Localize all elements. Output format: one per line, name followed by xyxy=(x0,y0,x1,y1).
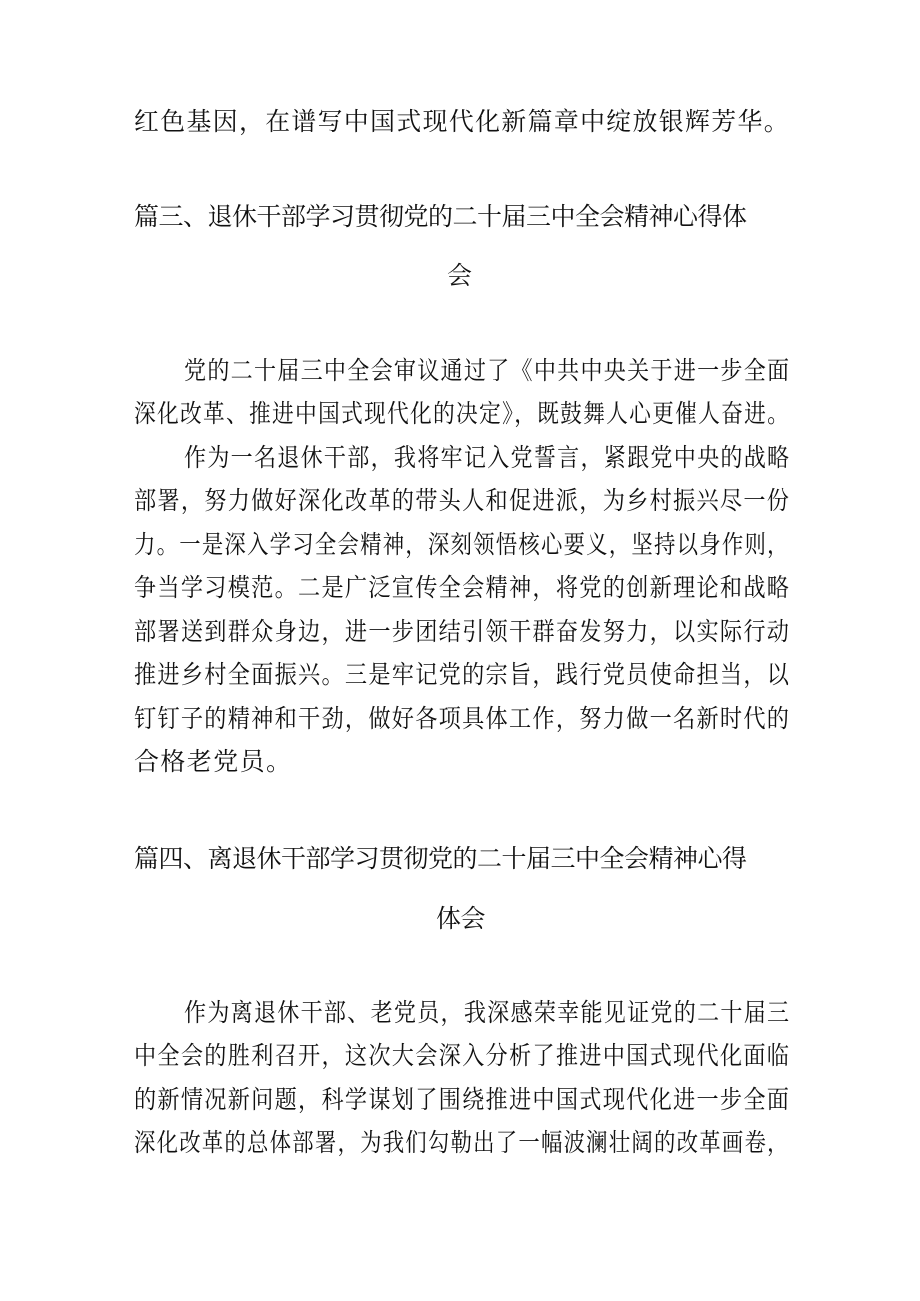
section3-p2-line6: 推进乡村全面振兴。三是牢记党的宗旨，践行党员使命担当，以 xyxy=(134,660,791,689)
section3-p2-line5: 部署送到群众身边，进一步团结引领干群奋发努力，以实际行动 xyxy=(134,617,791,646)
section4-p1-line3: 的新情况新问题，科学谋划了围绕推进中国式现代化进一步全面 xyxy=(134,1085,791,1114)
section3-p2-line4: 争当学习模范。二是广泛宣传全会精神，将党的创新理论和战略 xyxy=(134,573,791,602)
section3-title-line2: 会 xyxy=(447,261,472,290)
intro-line: 红色基因，在谱写中国式现代化新篇章中绽放银辉芳华。 xyxy=(134,107,790,136)
section3-p1-line2: 深化改革、推进中国式现代化的决定》，既鼓舞人心更催人奋进。 xyxy=(134,399,791,428)
section4-p1-line2: 中全会的胜利召开，这次大会深入分析了推进中国式现代化面临 xyxy=(134,1041,791,1070)
section3-title-line1: 篇三、退休干部学习贯彻党的二十届三中全会精神心得体 xyxy=(134,202,747,231)
section4-title-line1: 篇四、离退休干部学习贯彻党的二十届三中全会精神心得 xyxy=(134,844,747,873)
section4-title-line2: 体会 xyxy=(436,904,486,933)
section3-p2-line2: 部署，努力做好深化改革的带头人和促进派，为乡村振兴尽一份 xyxy=(134,486,791,515)
section3-p2-line3: 力。一是深入学习全会精神，深刻领悟核心要义，坚持以身作则， xyxy=(134,530,790,559)
section3-p2-line7: 钉钉子的精神和干劲，做好各项具体工作，努力做一名新时代的 xyxy=(134,704,791,733)
section3-p1-line1: 党的二十届三中全会审议通过了《中共中央关于进一步全面 xyxy=(184,356,791,385)
section3-p2-line8: 合格老党员。 xyxy=(134,747,293,776)
section4-p1-line4: 深化改革的总体部署，为我们勾勒出了一幅波澜壮阔的改革画卷， xyxy=(134,1128,790,1157)
section3-p2-line1: 作为一名退休干部，我将牢记入党誓言，紧跟党中央的战略 xyxy=(184,443,791,472)
section4-p1-line1: 作为离退休干部、老党员，我深感荣幸能见证党的二十届三 xyxy=(184,998,791,1027)
